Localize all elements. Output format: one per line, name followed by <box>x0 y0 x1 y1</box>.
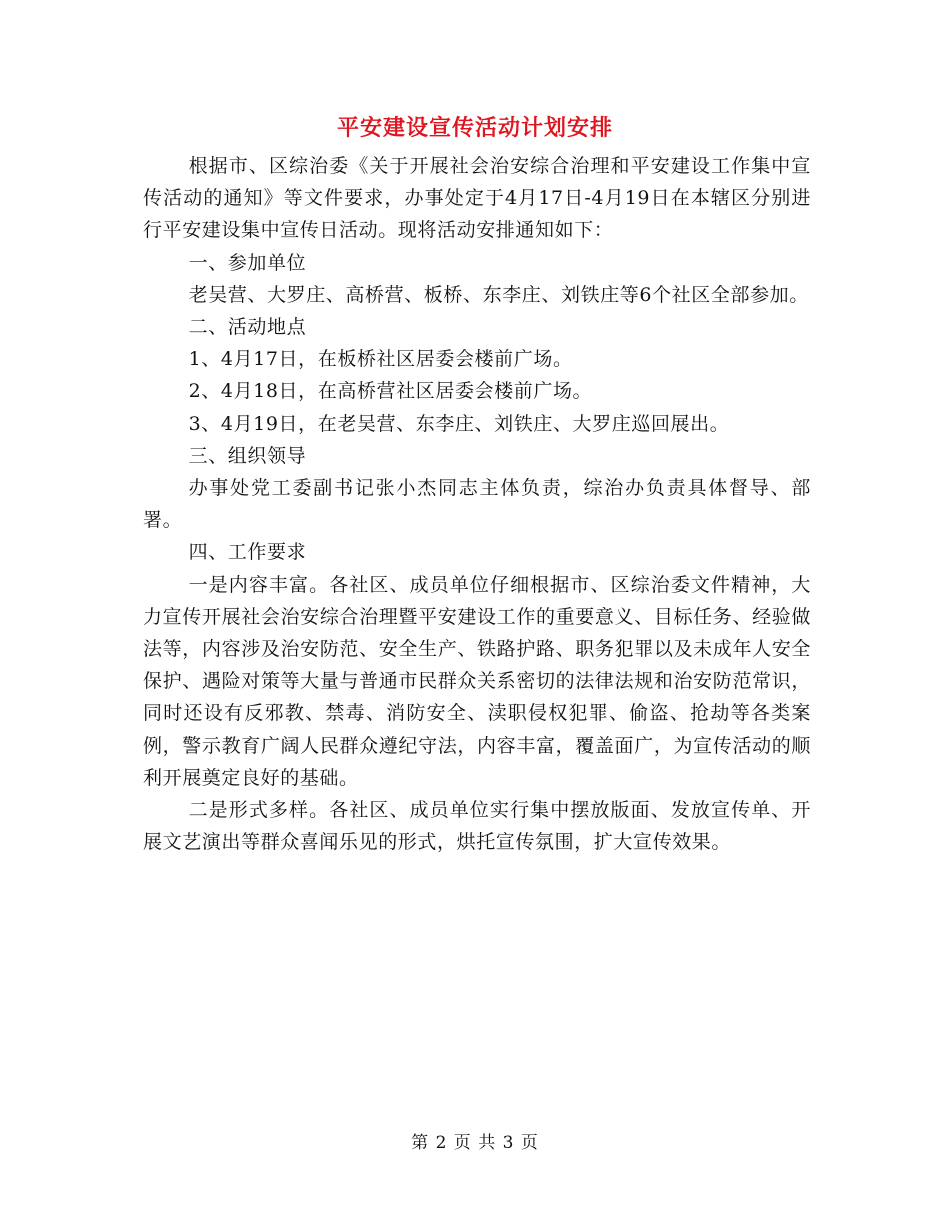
section-heading-participants: 一、参加单位 <box>188 251 307 274</box>
requirement-paragraph-1: 一是内容丰富。各社区、成员单位仔细根据市、区综治委文件精神，大力宣传开展社会治安综合治理暨平安建设工作的重要意义、目标任务、经验做法等，内容涉及治安防范、安全生产、铁路护路、职务犯罪以及未成年人安全保护、遇险对策等大量与普通市民群众关系密切的法律法规和治安防范常识，同时还设有反邪教、禁毒、消防安全、渎职侵权犯罪、偷盗、抢劫等各类案例，警示教育广阔人民群众遵纪守法，内容丰富，覆盖面广，为宣传活动的顺利开展奠定良好的基础。 <box>143 573 811 789</box>
location-item-2: 2、4月18日，在高桥营社区居委会楼前广场。 <box>188 380 593 403</box>
section-heading-leadership: 三、组织领导 <box>188 444 307 467</box>
location-item-3: 3、4月19日，在老吴营、东李庄、刘铁庄、大罗庄巡回展出。 <box>188 412 730 435</box>
requirement-paragraph-2: 二是形式多样。各社区、成员单位实行集中摆放版面、发放宣传单、开展文艺演出等群众喜闻乐见的形式，烘托宣传氛围，扩大宣传效果。 <box>143 799 811 854</box>
section-heading-locations: 二、活动地点 <box>188 316 307 339</box>
leadership-paragraph: 办事处党工委副书记张小杰同志主体负责，综治办负责具体督导、部署。 <box>143 477 811 532</box>
location-item-1: 1、4月17日，在板桥社区居委会楼前广场。 <box>188 348 573 371</box>
participants-paragraph: 老吴营、大罗庄、高桥营、板桥、东李庄、刘铁庄等6个社区全部参加。 <box>188 283 809 306</box>
section-heading-requirements: 四、工作要求 <box>188 541 307 564</box>
page-number-footer: 第 2 页 共 3 页 <box>411 1133 539 1153</box>
document-title: 平安建设宣传活动计划安排 <box>336 115 613 141</box>
document-body <box>143 150 811 858</box>
intro-paragraph: 根据市、区综治委《关于开展社会治安综合治理和平安建设工作集中宣传活动的通知》等文件要求，办事处定于4月17日-4月19日在本辖区分别进行平安建设集中宣传日活动。现将活动安排通知如下： <box>143 155 811 242</box>
